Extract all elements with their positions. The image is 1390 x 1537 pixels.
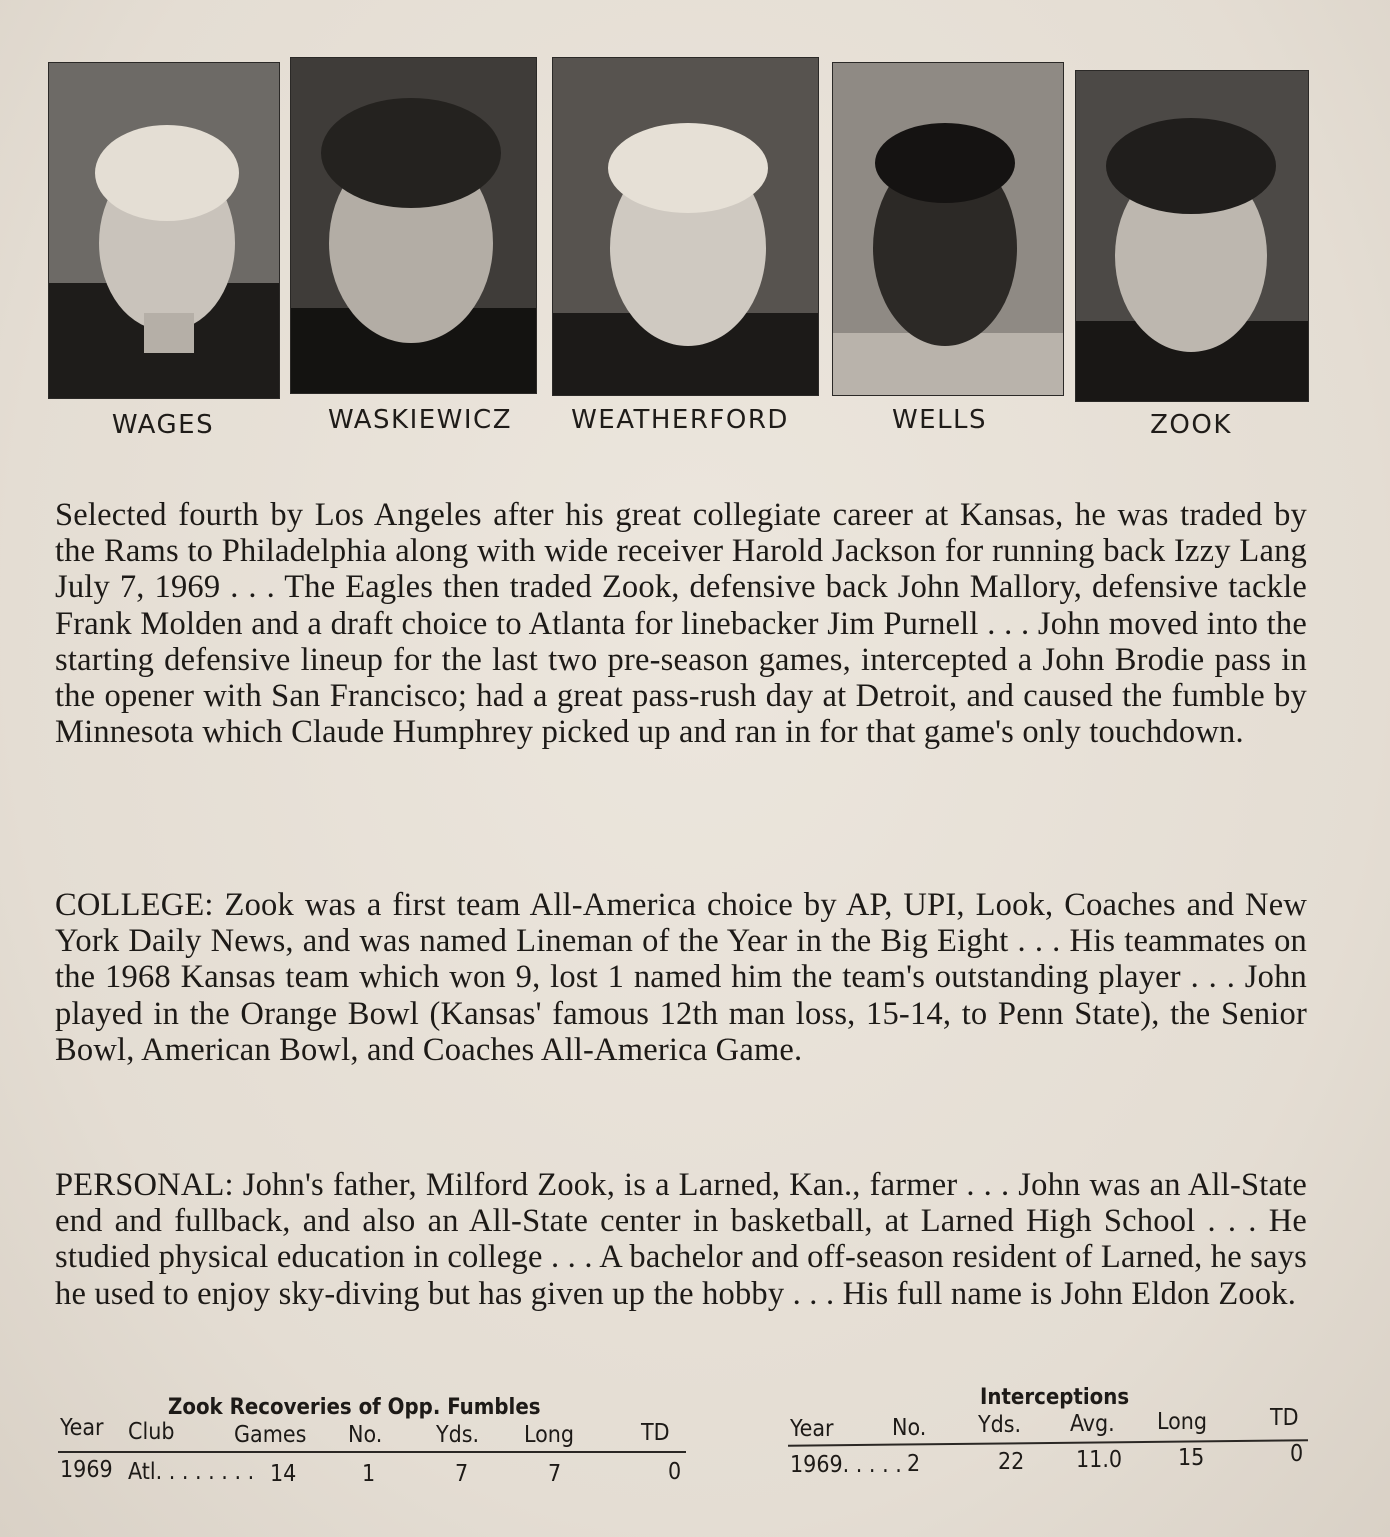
fumbles-header-club: Club — [128, 1419, 175, 1445]
fumbles-row-td: 0 — [668, 1459, 682, 1485]
interceptions-row-long: 15 — [1178, 1445, 1205, 1471]
interceptions-header-no: No. — [892, 1415, 927, 1441]
portrait-image — [833, 63, 1063, 395]
interceptions-row-td: 0 — [1290, 1441, 1304, 1467]
interceptions-header-long: Long — [1157, 1409, 1208, 1435]
player-photo-wages — [48, 62, 280, 399]
fumbles-header-no: No. — [348, 1422, 383, 1448]
portrait-image — [49, 63, 279, 398]
interceptions-row-avg: 11.0 — [1076, 1447, 1123, 1473]
fumbles-row-club: Atl. . . . . . . . — [128, 1459, 255, 1485]
fumbles-header-td: TD — [641, 1420, 670, 1446]
photo-caption-wages: WAGES — [111, 410, 215, 440]
bio-college-paragraph: COLLEGE: Zook was a first team All-America choice by AP, UPI, Look, Coaches and New York Daily News, and was named Lineman of the Year in the Big Eight . . . His teammates on the 1968 Kansas team which won 9, lost 1 named him the team's outstanding player . . . John played in the Orange Bowl (Kansas' famous 12th man loss, 15-14, to Penn State), the Senior Bowl, American Bowl, and Coaches All-America Game. — [55, 887, 1307, 1068]
fumbles-header-long: Long — [524, 1422, 575, 1448]
fumbles-header-games: Games — [234, 1422, 307, 1448]
stats-tables — [0, 1385, 1390, 1505]
interceptions-table-rule — [788, 1439, 1308, 1446]
fumbles-row-long: 7 — [548, 1461, 562, 1487]
fumbles-row-no: 1 — [362, 1461, 376, 1487]
interceptions-header-year: Year — [790, 1416, 834, 1442]
fumbles-row-yds: 7 — [455, 1461, 469, 1487]
portrait-image — [553, 58, 818, 395]
interceptions-header-td: TD — [1270, 1405, 1299, 1431]
player-photo-zook — [1075, 70, 1309, 402]
interceptions-row-no: 2 — [907, 1451, 921, 1477]
interceptions-header-yds: Yds. — [978, 1412, 1022, 1438]
portrait-image — [291, 58, 536, 393]
bio-intro-paragraph: Selected fourth by Los Angeles after his great collegiate career at Kansas, he was traded by the Rams to Philadelphia along with wide receiver Harold Jackson for running back Izzy Lang July 7, 1969 . . . The Eagles then traded Zook, defensive back John Mallory, defensive tackle Frank Molden and a draft choice to Atlanta for linebacker Jim Purnell . . . John moved into the starting defensive lineup for the last two pre-season games, intercepted a John Brodie pass in the opener with San Francisco; had a great pass-rush day at Detroit, and caused the fumble by Minnesota which Claude Humphrey picked up and ran in for that game's only touchdown. — [55, 497, 1307, 751]
interceptions-header-avg: Avg. — [1070, 1411, 1115, 1437]
photo-caption-zook: ZOOK — [1150, 410, 1232, 440]
player-photo-weatherford — [552, 57, 819, 396]
fumbles-row-games: 14 — [270, 1461, 297, 1487]
player-photo-wells — [832, 62, 1064, 396]
interceptions-row-year: 1969. . . . . — [790, 1452, 902, 1478]
bio-personal-paragraph: PERSONAL: John's father, Milford Zook, is a Larned, Kan., farmer . . . John was an All-State end and fullback, and also an All-State center in basketball, at Larned High School . . . He studied physical education in college . . . A bachelor and off-season resident of Larned, he says he used to enjoy sky-diving but has given up the hobby . . . His full name is John Eldon Zook. — [55, 1167, 1307, 1312]
photo-caption-waskiewicz: WASKIEWICZ — [327, 405, 513, 435]
interceptions-table-title: Interceptions — [980, 1385, 1130, 1410]
fumbles-table-rule — [58, 1451, 686, 1453]
photo-caption-wells: WELLS — [891, 405, 988, 435]
fumbles-row-year: 1969 — [60, 1457, 113, 1483]
fumbles-header-year: Year — [60, 1415, 104, 1441]
portrait-image — [1076, 71, 1308, 401]
fumbles-header-yds: Yds. — [436, 1422, 480, 1448]
interceptions-row-yds: 22 — [998, 1449, 1025, 1475]
photo-caption-weatherford: WEATHERFORD — [571, 405, 789, 435]
player-photo-waskiewicz — [290, 57, 537, 394]
fumbles-table-title: Zook Recoveries of Opp. Fumbles — [168, 1395, 541, 1420]
